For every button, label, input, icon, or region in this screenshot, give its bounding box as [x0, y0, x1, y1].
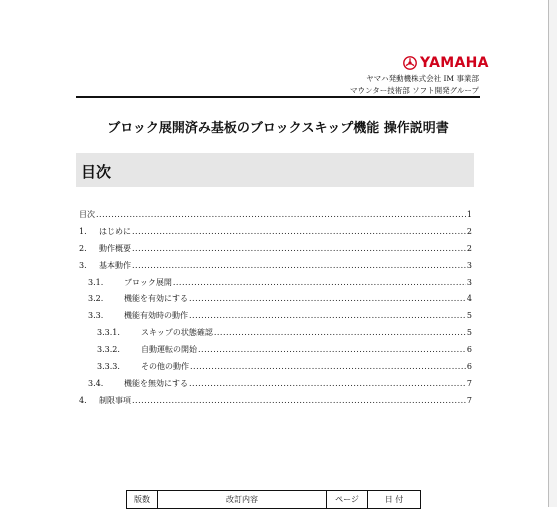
toc-leader-dots [198, 345, 466, 354]
company-line-1: ヤマハ発動機株式会社 IM 事業部 [366, 74, 479, 83]
toc-entry[interactable] [79, 392, 472, 409]
revision-col-page: ページ [327, 491, 368, 509]
toc-heading: 目次 [81, 163, 112, 181]
toc-entry-page: 1 [466, 209, 472, 219]
table-of-contents [79, 206, 472, 409]
toc-heading-bar [76, 153, 474, 187]
toc-entry-page: 6 [466, 345, 472, 355]
revision-col-date: 日 付 [368, 491, 421, 509]
toc-entry-label: はじめに [99, 226, 131, 236]
toc-entry[interactable] [79, 358, 472, 375]
logo-wordmark: YAMAHA [420, 55, 489, 71]
tuning-forks-icon [403, 56, 417, 70]
company-line-2: マウンター技術部 ソフト開発グループ [350, 86, 479, 95]
toc-entry-page: 5 [466, 311, 472, 321]
toc-entry-number: 1. [79, 226, 87, 236]
toc-entry[interactable] [79, 307, 472, 324]
toc-leader-dots [214, 328, 466, 337]
toc-leader-dots [173, 278, 466, 287]
toc-entry-page: 7 [466, 378, 472, 388]
toc-leader-dots [132, 261, 466, 270]
toc-leader-dots [189, 294, 466, 303]
toc-entry-number: 3. [79, 260, 87, 270]
toc-entry-page: 2 [466, 243, 472, 253]
revision-col-version: 版数 [127, 491, 158, 509]
toc-entry-label: 目次 [79, 209, 95, 219]
toc-entry-label: 機能を有効にする [124, 294, 188, 304]
header-rule [76, 96, 480, 98]
toc-entry[interactable] [79, 375, 472, 392]
toc-entry-number: 3.3.1. [97, 328, 120, 338]
toc-leader-dots [96, 210, 466, 219]
toc-entry-page: 6 [466, 361, 472, 371]
viewer-gutter [549, 0, 557, 507]
toc-entry[interactable] [79, 223, 472, 240]
toc-leader-dots [190, 362, 466, 371]
toc-entry-label: 動作概要 [99, 243, 131, 253]
toc-entry-page: 7 [466, 395, 472, 405]
toc-entry-page: 4 [466, 294, 472, 304]
toc-entry-number: 3.1. [88, 277, 104, 287]
toc-entry-number: 4. [79, 395, 87, 405]
toc-entry-label: 制限事項 [99, 395, 131, 405]
toc-entry-number: 3.4. [88, 378, 104, 388]
toc-entry[interactable] [79, 274, 472, 291]
toc-entry[interactable] [79, 206, 472, 223]
revision-header-row [127, 491, 421, 509]
revision-table [126, 490, 421, 509]
company-info [350, 73, 479, 97]
yamaha-logo [403, 55, 489, 71]
toc-entry-label: 基本動作 [99, 260, 131, 270]
toc-entry-number: 3.2. [88, 294, 104, 304]
toc-entry-label: 機能を無効にする [124, 378, 188, 388]
toc-entry-label: ブロック展開 [124, 277, 172, 287]
toc-leader-dots [132, 227, 466, 236]
toc-entry[interactable] [79, 341, 472, 358]
toc-entry[interactable] [79, 257, 472, 274]
toc-entry-label: その他の動作 [141, 361, 189, 371]
toc-entry-label: スキップの状態確認 [141, 328, 213, 338]
toc-leader-dots [132, 396, 466, 405]
toc-entry-page: 3 [466, 260, 472, 270]
toc-leader-dots [132, 244, 466, 253]
toc-entry[interactable] [79, 324, 472, 341]
toc-entry-number: 3.3.3. [97, 361, 120, 371]
document-title: ブロック展開済み基板のブロックスキップ機能 操作説明書 [107, 121, 449, 136]
toc-entry-label: 機能有効時の動作 [124, 311, 188, 321]
toc-entry-number: 3.3.2. [97, 345, 120, 355]
toc-entry[interactable] [79, 240, 472, 257]
toc-entry-label: 自動運転の開始 [141, 345, 197, 355]
toc-entry-page: 5 [466, 328, 472, 338]
toc-leader-dots [189, 379, 466, 388]
revision-col-content: 改訂内容 [158, 491, 327, 509]
toc-leader-dots [189, 311, 466, 320]
toc-entry-number: 2. [79, 243, 87, 253]
toc-entry-page: 2 [466, 226, 472, 236]
toc-entry[interactable] [79, 290, 472, 307]
toc-entry-number: 3.3. [88, 311, 104, 321]
toc-entry-page: 3 [466, 277, 472, 287]
